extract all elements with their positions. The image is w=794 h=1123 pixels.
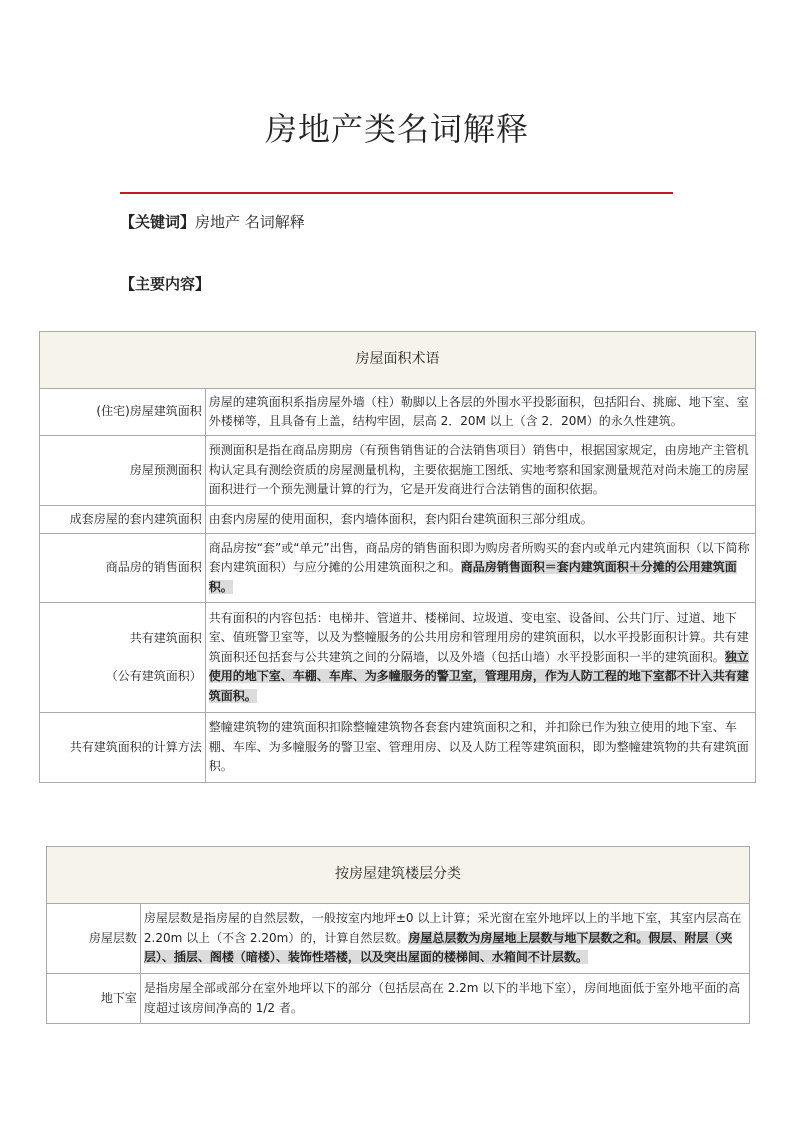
floor-classification-table: [46, 846, 750, 1024]
row-text: [205, 603, 755, 713]
row-text: 整幢建筑物的建筑面积扣除整幢建筑物各套套内建筑面积之和，并扣除已作为独立使用的地下室、车棚、车库、为多幢服务的警卫室、管理用房、以及人防工程等建筑面积，即为整幢建筑物的共有建筑面积。: [205, 713, 755, 783]
row-label: [40, 603, 206, 713]
row-text: [205, 534, 755, 603]
area-terms-table: [39, 331, 756, 783]
table-header: 按房屋建筑楼层分类: [47, 847, 750, 904]
row-label: 房屋预测面积: [40, 436, 206, 506]
row-label: 成套房屋的套内建筑面积: [40, 506, 206, 534]
row-text: 由套内房屋的使用面积，套内墙体面积，套内阳台建筑面积三部分组成。: [205, 506, 755, 534]
row-label-line1: 共有建筑面积: [129, 630, 202, 645]
table-header: 房屋面积术语: [40, 332, 756, 389]
row-text-highlight: 房屋总层数为房屋地上层数与地下层数之和。假层、附层（夹层）、插层、阁楼（暗楼）、装饰性塔楼，以及突出屋面的楼梯间、水箱间不计层数。: [143, 930, 733, 965]
row-text: 是指房屋全部或部分在室外地坪以下的部分（包括层高在 2.2m 以下的半地下室），房间地面低于室外地平面的高度超过该房间净高的 1/2 者。: [140, 974, 749, 1024]
row-text-plain: 共有面积的内容包括：电梯井、管道井、楼梯间、垃圾道、变电室、设备间、公共门厅、过道、地下室、值班警卫室等，以及为整幢服务的公共用房和管理用房的建筑面积，以水平投影面积计算。共有建筑面积还包括套与公共建筑之间的分隔墙，以及外墙（包括山墙）水平投影面积一半的建筑面积。: [208, 610, 749, 664]
row-label-line2: （公有建筑面积）: [105, 669, 202, 683]
row-text: 房屋的建筑面积系指房屋外墙（柱）勒脚以上各层的外围水平投影面积，包括阳台、挑廊、地下室、室外楼梯等，且具备有上盖，结构牢固，层高 2．20M 以上（含 2．20M）的永久性建筑。: [205, 389, 755, 436]
row-text-highlight: 独立使用的地下室、车棚、车库、为多幢服务的警卫室，管理用房，作为人防工程的地下室都不计入共有建筑面积。: [208, 649, 749, 703]
keywords-value: 房地产 名词解释: [195, 213, 305, 231]
row-label: (住宅)房屋建筑面积: [40, 389, 206, 436]
row-text-highlight: 商品房销售面积＝套内建筑面积＋分摊的公用建筑面积。: [208, 560, 737, 594]
keywords-label: 【关键词】: [120, 213, 196, 231]
row-label: 共有建筑面积的计算方法: [40, 713, 206, 783]
row-label: 地下室: [47, 974, 141, 1024]
title-divider: [120, 192, 673, 194]
row-label: 房屋层数: [47, 904, 141, 974]
row-text-plain: 商品房按“套”或“单元”出售，商品房的销售面积即为购房者所购买的套内或单元内建筑面积（以下简称套内建筑面积）与应分摊的公用建筑面积之和。: [208, 540, 750, 575]
page-title: 房地产类名词解释: [264, 110, 529, 148]
row-text: [140, 904, 749, 974]
row-text: 预测面积是指在商品房期房（有预售销售证的合法销售项目）销售中，根据国家规定，由房地产主管机构认定具有测绘资质的房屋测量机构，主要依据施工图纸、实地考察和国家测量规范对尚未施工的房屋面积进行一个预先测量计算的行为，它是开发商进行合法销售的面积依据。: [205, 436, 755, 506]
row-label: 商品房的销售面积: [40, 534, 206, 603]
keywords-line: [120, 211, 305, 232]
row-text-plain: 房屋层数是指房屋的自然层数，一般按室内地坪±0 以上计算；采光窗在室外地坪以上的半地下室，其室内层高在 2.20m 以上（不含 2.20m）的，计算自然层数。: [143, 911, 742, 945]
main-content-label: 【主要内容】: [120, 275, 211, 293]
